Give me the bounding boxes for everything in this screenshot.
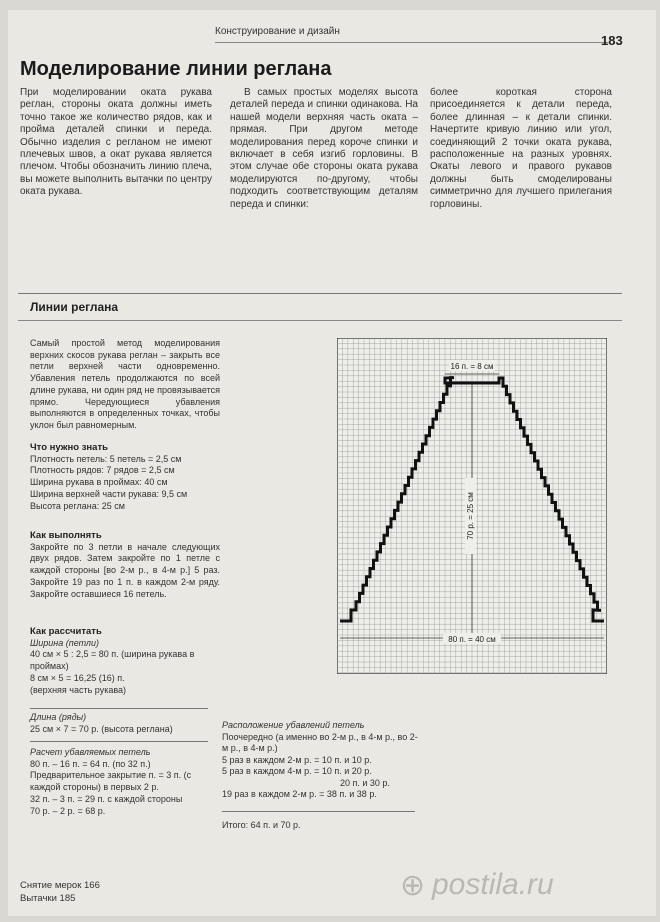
place-line: 19 раз в каждом 2-м р. = 38 п. и 38 р. — [222, 789, 377, 799]
dec-line: 80 п. – 16 п. = 64 п. (по 32 п.) — [30, 758, 151, 769]
know-line: Плотность рядов: 7 рядов = 2,5 см — [30, 465, 175, 476]
place-label: Расположение убавлений петель — [222, 720, 365, 730]
separator — [222, 811, 415, 812]
height-label: 70 р. = 25 см — [466, 492, 475, 540]
text-column-1: При моделировании оката рукава реглан, стороны оката должны иметь точно такое же количество рядов, как и пройма деталей спинки и переда. Обычно изделия с регланом не имеют плечевых швов, а окат рукава является плечом. Чтобы обозначить линию плеча, вы можете выполнить вытачки по центру оката рукава. — [20, 87, 212, 198]
pin-icon: ⊕ — [400, 869, 426, 902]
dec-line: 32 п. – 3 п. = 29 п. с каждой стороны — [30, 793, 183, 804]
know-line: Ширина рукава в проймах: 40 см — [30, 477, 168, 488]
box-title-rule — [18, 320, 622, 321]
calc-section — [30, 626, 220, 696]
watermark: postila.ru — [432, 868, 554, 901]
width-label: Ширина (петли) — [30, 637, 99, 648]
know-section — [30, 442, 220, 512]
width-line: 40 см × 5 : 2,5 = 80 п. (ширина рукава в проймах) — [30, 649, 195, 672]
place-line: 5 раз в каждом 2-м р. = 10 п. и 10 р. — [222, 754, 372, 765]
length-section — [30, 712, 220, 735]
footer-ref: Снятие мерок 166 — [20, 880, 100, 891]
dec-line: 70 р. – 2 р. = 68 р. — [30, 805, 106, 816]
bottom-width-label: 80 п. = 40 см — [448, 635, 496, 644]
calc-heading: Как рассчитать — [30, 626, 102, 637]
know-line: Плотность петель: 5 петель = 2,5 см — [30, 453, 182, 464]
box-intro: Самый простой метод моделирования верхних скосов рукава реглан – закрыть все петли верхней части одновременно. Убавления петель продолжаются по всей длине рукава, ни один ряд не провязывается прямо. Чередующиеся убавления выполняются в определенных точках, чтобы уклон был равномерным. — [30, 338, 220, 430]
dec-section — [30, 747, 220, 817]
know-line: Высота реглана: 25 см — [30, 500, 125, 511]
place-line: 5 раз в каждом 4-м р. = 10 п. и 20 р. — [222, 766, 372, 776]
do-section — [30, 530, 220, 600]
dec-label: Расчет убавляемых петель — [30, 747, 151, 757]
separator — [30, 741, 208, 742]
placement-section — [222, 720, 422, 801]
section-header: Конструирование и дизайн — [215, 26, 340, 37]
text-column-2: В самых простых моделях высота деталей переда и спинки одинакова. На нашей модели верхняя часть оката – прямая. При другом методе моделирования перед короче спинки и включает в себя изгиб горловины. В этом случае обе стороны оката рукава моделируются по-другому, чтобы подходить соответствующим деталям переда и спинки: — [230, 87, 418, 210]
width-line: (верхняя часть рукава) — [30, 684, 127, 695]
page-number: 183 — [601, 33, 623, 48]
place-line: Поочередно (а именно во 2-м р., в 4-м р., во 2-м р., в 4-м р.) — [222, 731, 418, 753]
header-rule — [215, 42, 608, 43]
box-title: Линии реглана — [30, 300, 119, 314]
do-text: Закройте по 3 петли в начале следующих двух рядов. Затем закройте по 1 петле с каждой стороны [во 2-м р., в 4-м р.] 5 раз. Закройте 19 раз по 1 п. в каждом 2-м ряду. Закройте оставшиеся 16 петель. — [30, 541, 220, 599]
do-heading: Как выполнять — [30, 530, 102, 541]
dec-line: Предварительное закрытие п. = 3 п. (с каждой стороны) в первых 2 р. — [30, 770, 192, 793]
place-line: 20 п. и 30 р. — [340, 777, 390, 788]
footer-ref: Вытачки 185 — [20, 893, 76, 904]
text-column-3: более короткая сторона присоединяется к детали переда, более длинная – к детали спинки. Начертите кривую линию или угол, соединяющий 2 точки оката рукава, расположенные на разных уровнях. Окаты левого и правого рукавов должны быть смоделированы симметрично для лучшего прилегания горловины. — [430, 87, 612, 210]
length-line: 25 см × 7 = 70 р. (высота реглана) — [30, 723, 173, 734]
width-line: 8 см × 5 = 16,25 (16) п. — [30, 672, 125, 683]
top-width-label: 16 п. = 8 см — [450, 362, 494, 371]
know-line: Ширина верхней части рукава: 9,5 см — [30, 488, 188, 499]
total-line: Итого: 64 п. и 70 р. — [222, 820, 301, 830]
page-title: Моделирование линии реглана — [20, 58, 332, 80]
length-label: Длина (ряды) — [30, 712, 87, 722]
separator — [30, 708, 208, 709]
raglan-chart — [337, 338, 607, 674]
know-heading: Что нужно знать — [30, 442, 108, 453]
